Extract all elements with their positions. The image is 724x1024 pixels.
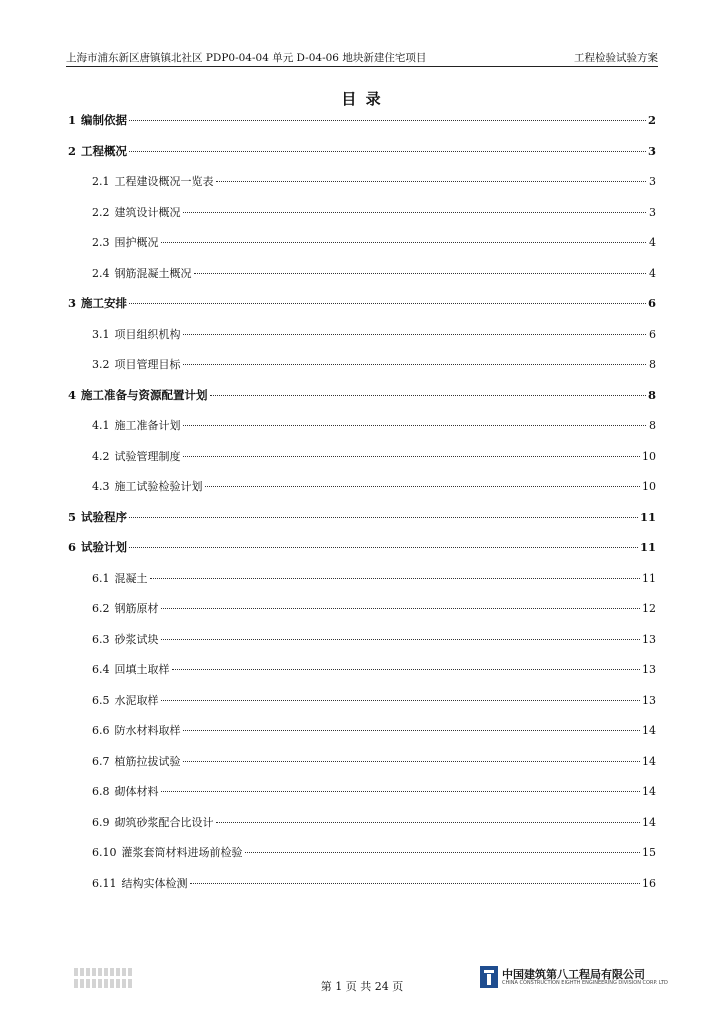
toc-entry-page: 3 <box>647 143 656 158</box>
toc-entry[interactable] <box>66 753 656 784</box>
toc-entry-title: 工程概况 <box>81 143 128 158</box>
toc-entry-page: 10 <box>642 449 656 463</box>
toc-entry[interactable] <box>66 204 656 235</box>
toc-dot-leader <box>216 822 641 823</box>
toc-entry-number: 6.11 <box>92 876 117 890</box>
toc-dot-leader <box>129 517 638 518</box>
toc-entry-number: 4.1 <box>92 419 110 432</box>
toc-entry[interactable] <box>66 814 656 845</box>
toc-dot-leader <box>161 242 647 243</box>
toc-entry[interactable] <box>66 478 656 509</box>
toc-entry-number: 6.7 <box>92 754 110 768</box>
toc-entry-page: 8 <box>647 387 656 402</box>
toc-entry-page: 2 <box>647 113 656 127</box>
toc-entry-page: 13 <box>642 663 656 676</box>
toc-entry-title: 结构实体检测 <box>121 876 188 890</box>
toc-entry-title: 试验计划 <box>81 540 128 554</box>
toc-entry-number: 2.1 <box>92 175 110 188</box>
toc-dot-leader <box>129 303 646 304</box>
toc-dot-leader <box>205 486 641 487</box>
toc-dot-leader <box>216 181 647 182</box>
toc-entry[interactable] <box>66 692 656 723</box>
toc-entry[interactable] <box>66 417 656 448</box>
toc-entry-number: 6.5 <box>92 693 110 707</box>
cscec-logo-icon <box>480 966 498 988</box>
toc-entry[interactable] <box>66 631 656 662</box>
toc-entry-title: 钢筋原材 <box>114 602 159 615</box>
toc-entry-page: 13 <box>642 693 656 707</box>
toc-entry-number: 4 <box>68 387 77 402</box>
toc-entry-number: 2.3 <box>92 236 110 249</box>
toc-entry[interactable] <box>66 173 656 204</box>
toc-entry-title: 试验程序 <box>81 509 128 524</box>
toc-entry[interactable] <box>66 448 656 479</box>
toc-entry-number: 5 <box>68 509 77 524</box>
toc-dot-leader <box>183 364 647 365</box>
toc-entry-number: 6.9 <box>92 815 110 829</box>
page-number: 第 1 页 共 24 页 <box>320 980 404 993</box>
table-of-contents <box>66 112 656 905</box>
toc-dot-leader <box>194 273 647 274</box>
toc-entry-number: 4.3 <box>92 480 110 493</box>
toc-entry-number: 6.8 <box>92 785 110 798</box>
toc-entry-page: 12 <box>642 602 656 615</box>
toc-dot-leader <box>183 456 641 457</box>
toc-entry-number: 6.3 <box>92 632 110 646</box>
toc-entry-title: 混凝土 <box>114 571 148 585</box>
toc-entry-number: 4.2 <box>92 449 110 463</box>
toc-dot-leader <box>183 761 641 762</box>
toc-dot-leader <box>129 120 646 121</box>
toc-entry-title: 施工准备与资源配置计划 <box>81 387 208 402</box>
toc-entry[interactable] <box>66 539 656 570</box>
toc-entry[interactable] <box>66 844 656 875</box>
toc-entry-title: 围护概况 <box>114 236 159 249</box>
toc-entry-title: 砌体材料 <box>114 785 159 798</box>
toc-entry-title: 水泥取样 <box>114 693 159 707</box>
toc-entry-title: 项目组织机构 <box>114 327 181 341</box>
toc-entry[interactable] <box>66 661 656 692</box>
toc-entry[interactable] <box>66 875 656 906</box>
toc-entry-title: 回填土取样 <box>114 663 170 676</box>
toc-entry-page: 14 <box>642 754 656 768</box>
toc-entry-page: 10 <box>642 480 656 493</box>
toc-entry[interactable] <box>66 387 656 418</box>
toc-entry-page: 4 <box>649 236 656 249</box>
toc-entry-number: 2.2 <box>92 205 110 219</box>
toc-entry-title: 编制依据 <box>81 113 128 127</box>
company-name-cn: 中国建筑第八工程局有限公司 <box>502 968 645 981</box>
toc-entry[interactable] <box>66 722 656 753</box>
toc-entry-title: 建筑设计概况 <box>114 205 181 219</box>
toc-dot-leader <box>190 883 641 884</box>
toc-dot-leader <box>210 395 646 396</box>
toc-entry-number: 6.2 <box>92 602 110 615</box>
toc-entry-number: 3.1 <box>92 327 110 341</box>
toc-entry-page: 6 <box>647 296 656 310</box>
toc-entry-title: 项目管理目标 <box>114 358 181 371</box>
toc-entry[interactable] <box>66 234 656 265</box>
toc-entry-title: 灌浆套筒材料进场前检验 <box>121 846 243 859</box>
toc-entry-page: 8 <box>649 419 656 432</box>
toc-entry-number: 2 <box>68 143 77 158</box>
toc-dot-leader <box>183 730 641 731</box>
toc-entry-page: 14 <box>642 785 656 798</box>
toc-title: 目 录 <box>341 90 383 108</box>
toc-entry[interactable] <box>66 783 656 814</box>
toc-dot-leader <box>245 852 641 853</box>
toc-entry[interactable] <box>66 112 656 143</box>
toc-entry[interactable] <box>66 295 656 326</box>
toc-dot-leader <box>161 791 641 792</box>
toc-entry-title: 施工安排 <box>81 296 128 310</box>
toc-entry-number: 6.1 <box>92 571 110 585</box>
toc-entry-title: 植筋拉拔试验 <box>114 754 181 768</box>
company-name-en: CHINA CONSTRUCTION EIGHTH ENGINEERING DIVISION CORP. LTD <box>502 980 668 986</box>
toc-entry-number: 6.6 <box>92 724 110 737</box>
toc-dot-leader <box>129 151 646 152</box>
toc-dot-leader <box>183 425 647 426</box>
toc-dot-leader <box>161 608 641 609</box>
toc-dot-leader <box>183 334 647 335</box>
toc-entry-title: 施工试验检验计划 <box>114 480 203 493</box>
toc-entry-title: 试验管理制度 <box>114 449 181 463</box>
toc-entry-page: 3 <box>649 175 656 188</box>
toc-entry[interactable] <box>66 356 656 387</box>
toc-entry-page: 11 <box>642 571 656 585</box>
toc-entry-title: 钢筋混凝土概况 <box>114 266 192 280</box>
toc-entry[interactable] <box>66 265 656 296</box>
toc-dot-leader <box>129 547 638 548</box>
toc-entry[interactable] <box>66 143 656 174</box>
toc-entry-title: 工程建设概况一览表 <box>114 175 214 188</box>
toc-dot-leader <box>150 578 641 579</box>
toc-entry-page: 3 <box>649 205 656 219</box>
toc-entry-page: 11 <box>639 540 656 554</box>
header-document-title: 工程检验试验方案 <box>574 52 658 64</box>
toc-entry-page: 4 <box>649 266 656 280</box>
company-logo <box>480 966 668 992</box>
toc-entry[interactable] <box>66 570 656 601</box>
toc-entry-number: 6.4 <box>92 663 110 676</box>
toc-entry-page: 6 <box>649 327 656 341</box>
toc-entry-title: 施工准备计划 <box>114 419 181 432</box>
toc-entry-number: 2.4 <box>92 266 110 280</box>
toc-entry-number: 3 <box>68 296 77 310</box>
toc-entry-page: 8 <box>649 358 656 371</box>
toc-dot-leader <box>161 700 641 701</box>
toc-entry-title: 砂浆试块 <box>114 632 159 646</box>
toc-entry[interactable] <box>66 326 656 357</box>
toc-entry-page: 16 <box>642 876 656 890</box>
toc-entry-page: 15 <box>642 846 656 859</box>
toc-entry[interactable] <box>66 600 656 631</box>
toc-dot-leader <box>161 639 641 640</box>
toc-entry-number: 6 <box>68 540 77 554</box>
toc-entry-page: 11 <box>639 509 656 524</box>
toc-entry-number: 1 <box>68 113 77 127</box>
toc-entry-page: 14 <box>642 815 656 829</box>
toc-entry[interactable] <box>66 509 656 540</box>
toc-entry-page: 13 <box>642 632 656 646</box>
toc-entry-page: 14 <box>642 724 656 737</box>
toc-entry-title: 防水材料取样 <box>114 724 181 737</box>
toc-dot-leader <box>183 212 647 213</box>
toc-dot-leader <box>172 669 641 670</box>
toc-entry-number: 6.10 <box>92 846 117 859</box>
page-header <box>66 50 658 67</box>
toc-entry-number: 3.2 <box>92 358 110 371</box>
header-project-name: 上海市浦东新区唐镇镇北社区 PDP0-04-04 单元 D-04-06 地块新建住宅项目 <box>66 52 427 64</box>
toc-entry-title: 砌筑砂浆配合比设计 <box>114 815 214 829</box>
